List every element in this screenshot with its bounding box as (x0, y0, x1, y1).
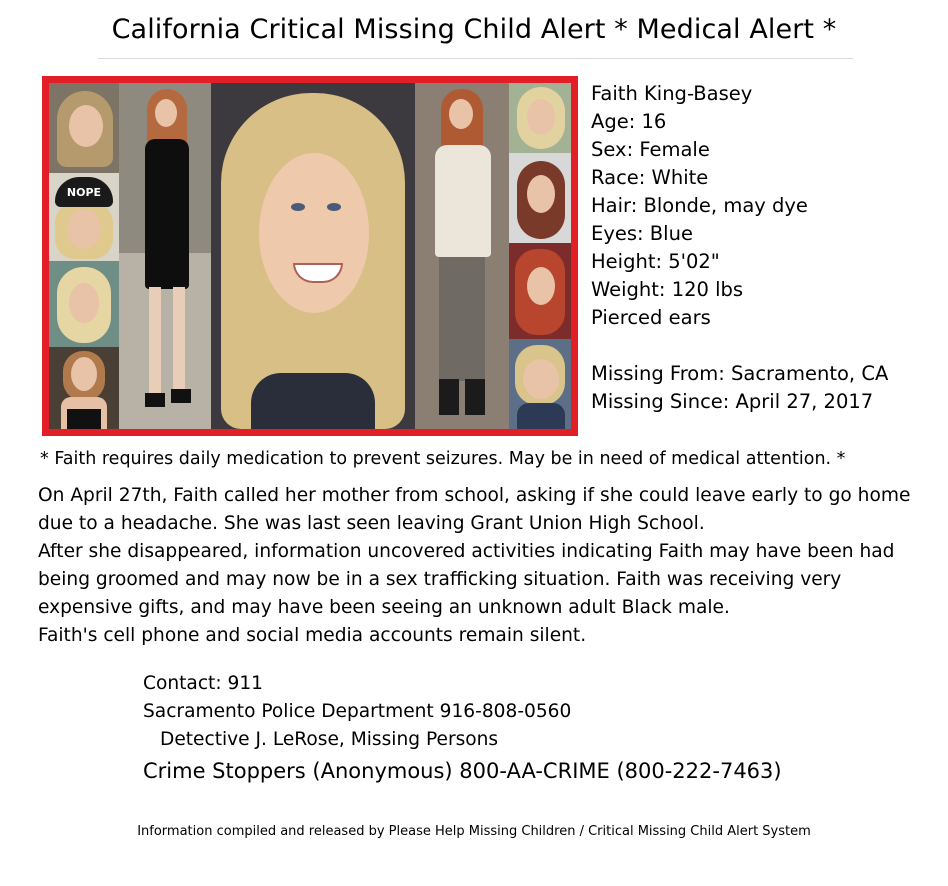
nope-beanie (55, 177, 113, 207)
narrative-paragraph-1: On April 27th, Faith called her mother from school, asking if she could leave early to go home due to a headache. She was last seen leaving Grant Union High School. (38, 485, 911, 534)
photo-left-1 (49, 83, 119, 173)
contact-detective: Detective J. LeRose, Missing Persons (160, 729, 499, 750)
narrative-paragraph-2: After she disappeared, information uncovered activities indicating Faith may have been had being groomed and may now be in a sex trafficking situation. Faith was receiving very expensive gifts, and may have been seeing an unknown adult Black male. (38, 541, 895, 618)
narrative-paragraph-3: Faith's cell phone and social media accounts remain silent. (38, 625, 587, 646)
child-age: Age: 16 (591, 110, 667, 133)
child-marks: Pierced ears (591, 306, 711, 329)
photo-collage (42, 76, 578, 436)
photo-standing (415, 83, 509, 429)
photo-right-3 (509, 243, 571, 339)
child-height: Height: 5'02" (591, 250, 720, 273)
narrative (38, 482, 928, 650)
child-race: Race: White (591, 166, 709, 189)
child-name: Faith King-Basey (591, 82, 753, 105)
contact-emergency: Contact: 911 (143, 673, 264, 694)
photo-right-4 (509, 339, 571, 429)
contact-block (143, 670, 782, 788)
child-hair: Hair: Blonde, may dye (591, 194, 808, 217)
child-details (591, 80, 888, 416)
missing-from: Missing From: Sacramento, CA (591, 362, 889, 385)
photo-collage-inner (49, 83, 571, 429)
contact-crime-stoppers: Crime Stoppers (Anonymous) 800-AA-CRIME (800-222-7463) (143, 759, 782, 783)
child-weight: Weight: 120 lbs (591, 278, 744, 301)
photo-black-dress (119, 83, 211, 429)
beanie-text: NOPE (66, 186, 102, 199)
photo-right-2 (509, 153, 571, 243)
medical-note: * Faith requires daily medication to prevent seizures. May be in need of medical attention. * (40, 449, 846, 469)
alert-title: California Critical Missing Child Alert * Medical Alert * (111, 14, 837, 45)
photo-portrait-main (211, 83, 415, 429)
child-sex: Sex: Female (591, 138, 710, 161)
contact-police: Sacramento Police Department 916-808-0560 (143, 701, 572, 722)
photo-left-3 (49, 261, 119, 347)
details-spacer (591, 332, 888, 360)
child-eyes: Eyes: Blue (591, 222, 693, 245)
photo-left-4 (49, 347, 119, 429)
title-divider (98, 58, 853, 59)
footer-credit: Information compiled and released by Please Help Missing Children / Critical Missing Child Alert System (137, 824, 811, 839)
photo-right-1 (509, 83, 571, 153)
missing-since: Missing Since: April 27, 2017 (591, 390, 874, 413)
photo-left-2 (49, 173, 119, 261)
